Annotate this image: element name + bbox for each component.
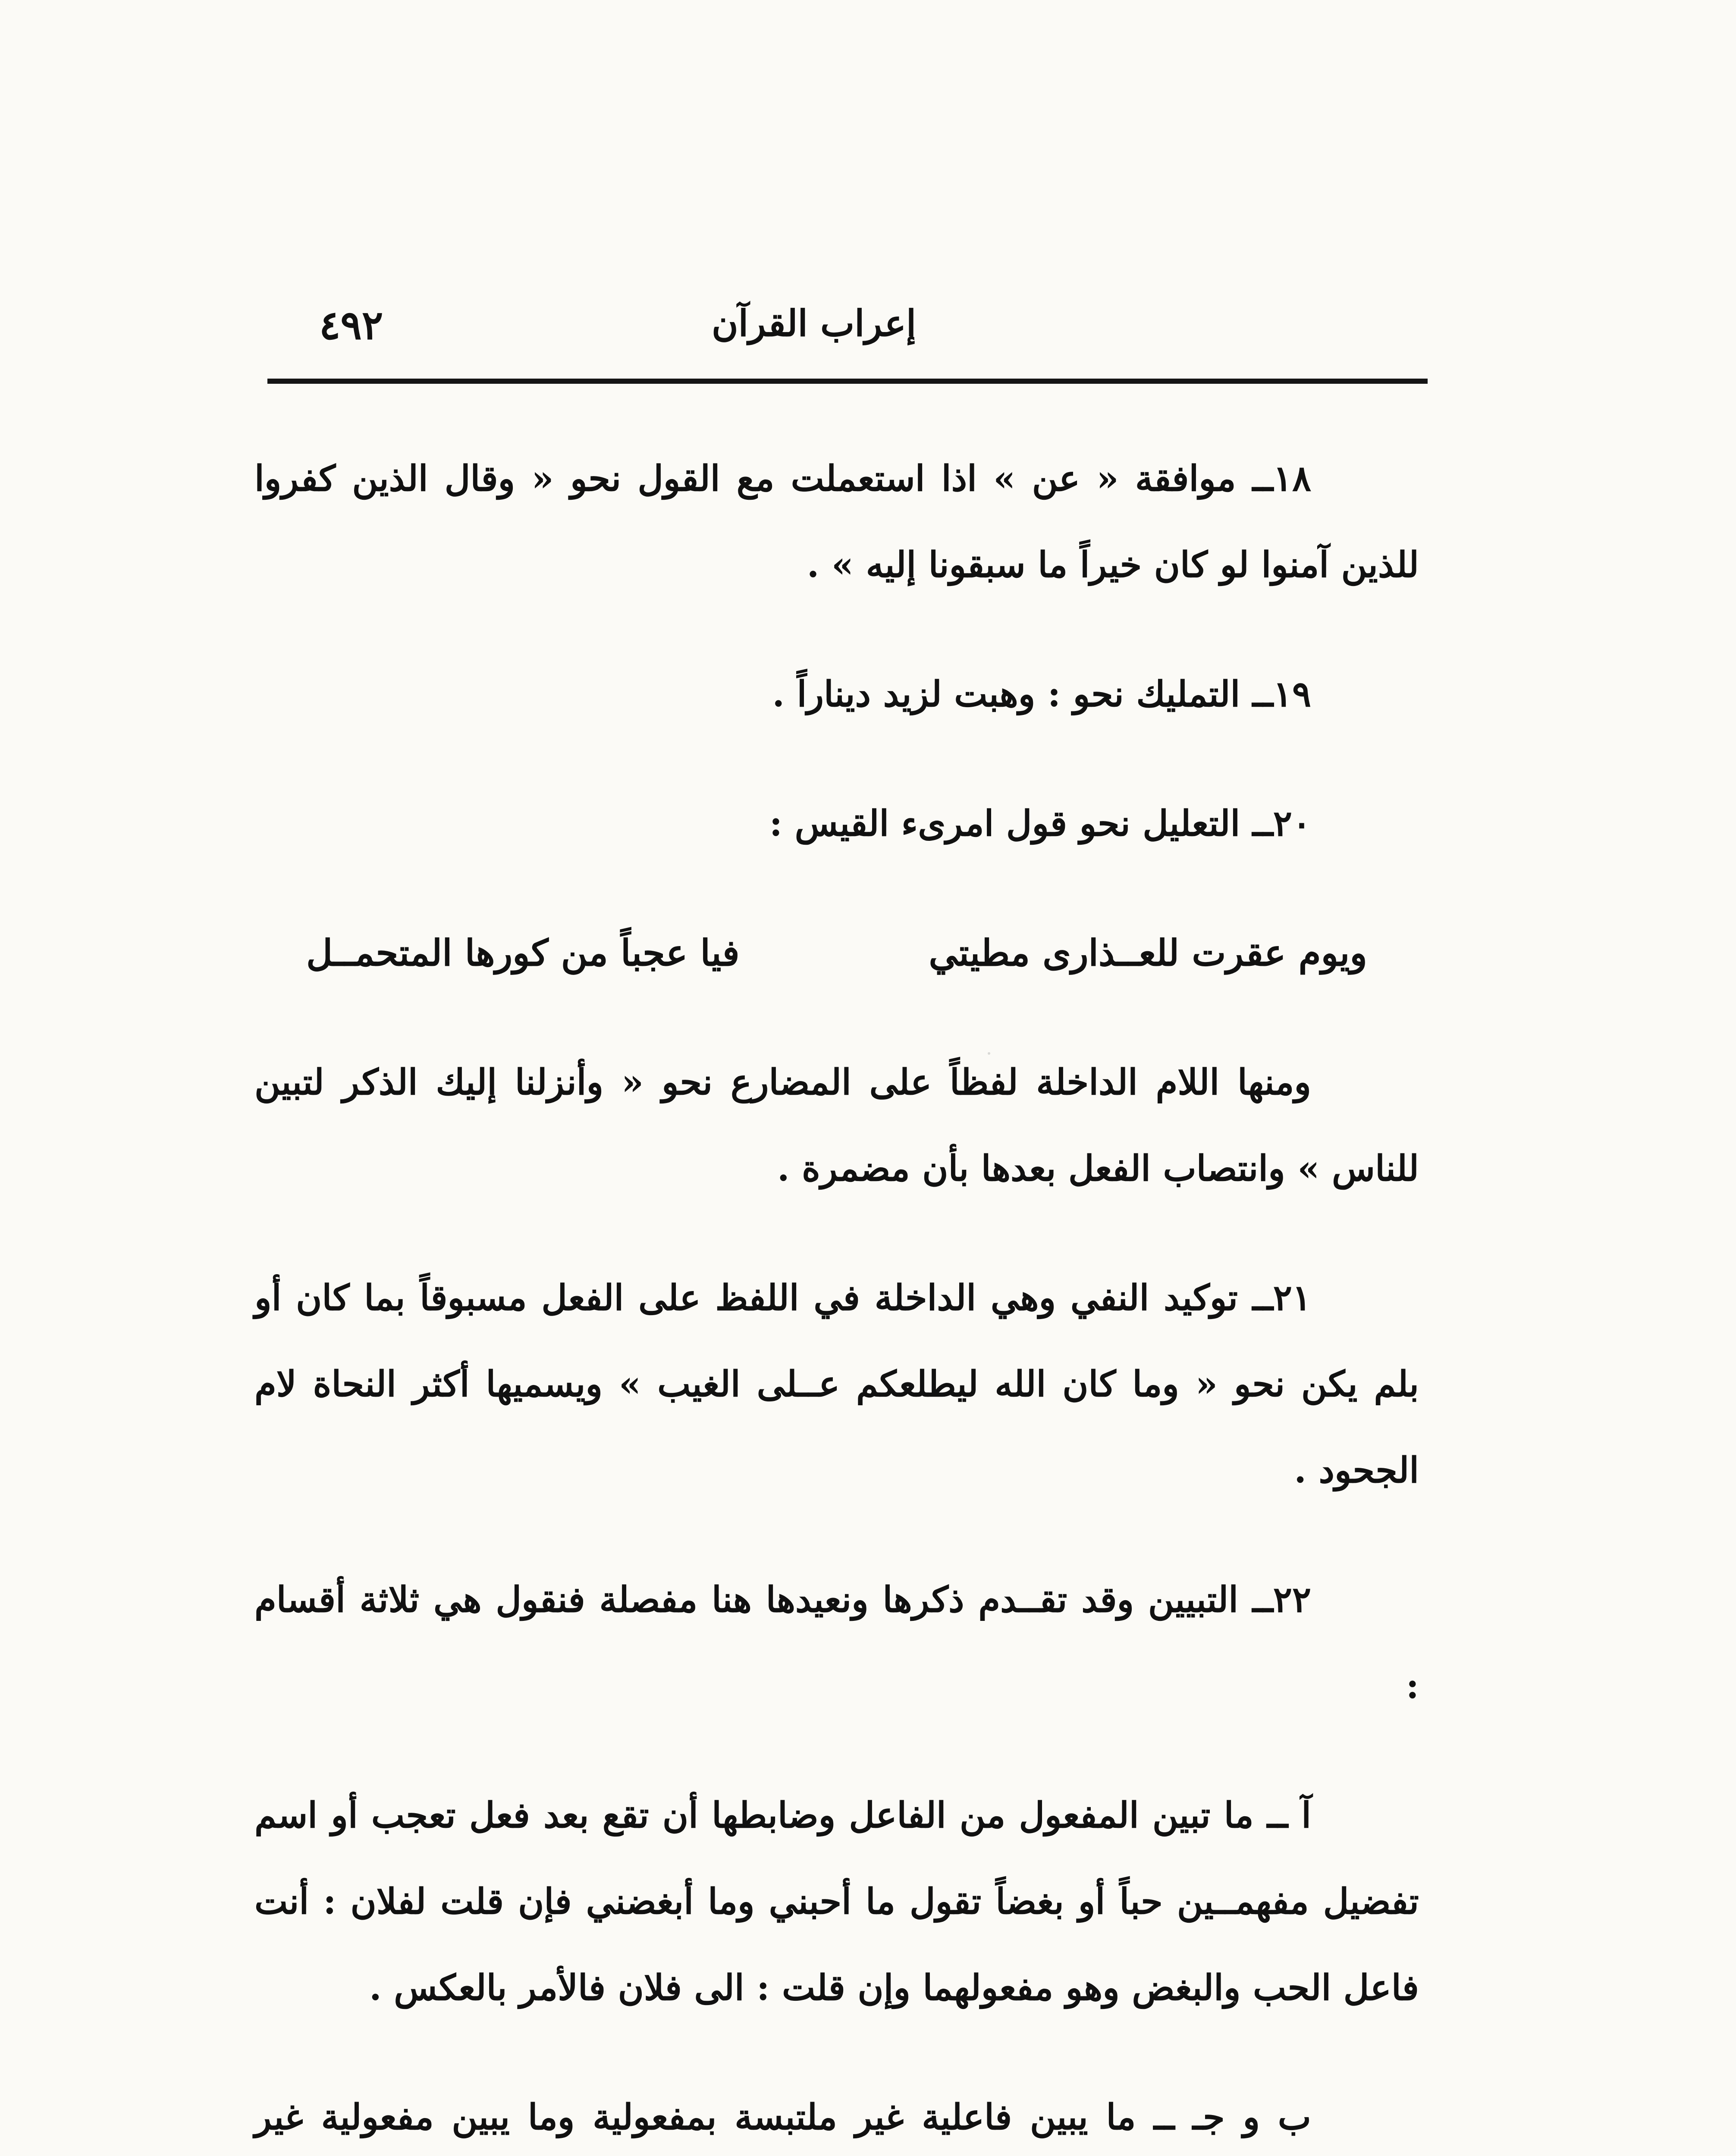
paragraph-ba-jim: ب و جـ ــ ما يبين فاعلية غير ملتبسة بمفعولية وما يبين مفعولية غير (254, 2096, 1311, 2138)
paragraph-lam-mudari: ومنها اللام الداخلة لفظاً على المضارع نحو « وأنزلنا إليك الذكر لتبين للناس » وانتصاب الفعل بعدها بأن مضمرة . (254, 1062, 1419, 1189)
paragraph-18: ١٨ــ موافقة « عن » اذا استعملت مع القول نحو « وقال الذين كفروا للذين آمنوا لو كان خيراً ما سبقونا إليه » . (254, 458, 1419, 586)
running-title: إعراب القرآن (712, 302, 917, 345)
paragraph-alif: آ ــ ما تبين المفعول من الفاعل وضابطها أن تقع بعد فعل تعجب أو اسم تفضيل مفهمــين حباً أو بغضاً تقول ما أحبني وما أبغضني فإن قلت لفلان : أنت فاعل الحب والبغض وهو مفعولهما وإن قلت : الى فلان فالأمر بالعكس . (254, 1795, 1419, 2009)
paragraph-22: ٢٢ــ التبيين وقد تقــدم ذكرها ونعيدها هنا مفصلة فنقول هي ثلاثة أقسام : (254, 1579, 1419, 1707)
page-header (272, 302, 1428, 367)
header-rule (267, 379, 1428, 384)
poetry-verse (254, 910, 1419, 996)
page-number: ٤٩٢ (319, 302, 383, 348)
verse-first-hemistich: ويوم عقرت للعــذارى مطيتي (929, 931, 1367, 974)
verse-second-hemistich: فيا عجباً من كورها المتحمــل (306, 931, 740, 974)
paper-speck (1234, 2001, 1236, 2003)
body-text (254, 436, 1419, 2156)
paper-speck (988, 1052, 990, 1055)
paragraph-21: ٢١ــ توكيد النفي وهي الداخلة في اللفظ على الفعل مسبوقاً بما كان أو بلم يكن نحو « وما كان الله ليطلعكم عــلى الغيب » ويسميها أكثر النحاة لام الجحود . (254, 1277, 1419, 1491)
paragraph-20: ٢٠ــ التعليل نحو قول امرىء القيس : (769, 803, 1311, 844)
paragraph-19: ١٩ــ التمليك نحو : وهبت لزيد ديناراً . (772, 674, 1311, 715)
